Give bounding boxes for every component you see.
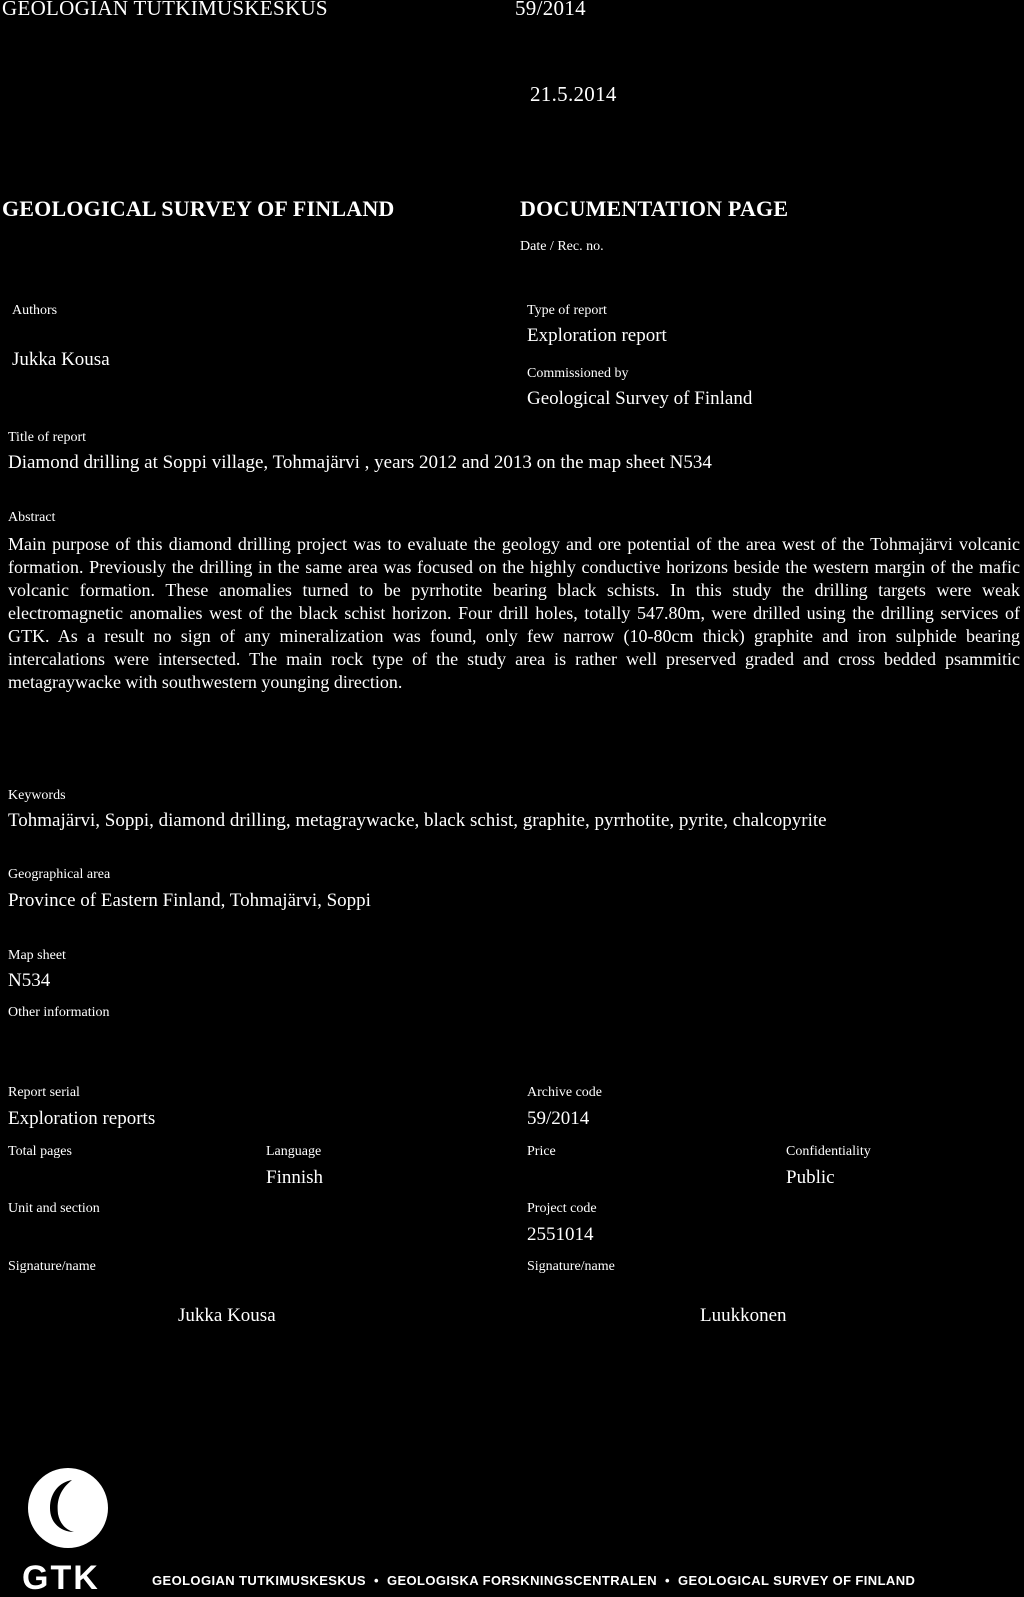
header-report-number: 59/2014 (515, 0, 586, 20)
other-info-label: Other information (8, 1005, 110, 1020)
footer-name-fi: GEOLOGIAN TUTKIMUSKESKUS (152, 1573, 366, 1588)
report-type-label: Type of report (527, 303, 607, 318)
footer-name-sv: GEOLOGISKA FORSKNINGSCENTRALEN (386, 1573, 658, 1588)
unit-section-label: Unit and section (8, 1201, 100, 1216)
footer-separator: • (665, 1573, 670, 1588)
signature-left-label: Signature/name (8, 1259, 96, 1274)
project-code-value: 2551014 (527, 1224, 594, 1245)
authors-label: Authors (12, 303, 58, 318)
abstract-label: Abstract (8, 510, 56, 525)
footer-name-en: GEOLOGICAL SURVEY OF FINLAND (678, 1573, 916, 1588)
confidentiality-value: Public (786, 1167, 835, 1188)
language-label: Language (266, 1144, 322, 1159)
report-serial-label: Report serial (8, 1085, 80, 1100)
footer-separator: • (374, 1573, 379, 1588)
gtk-logo-text: GTK (22, 1559, 100, 1597)
project-code-label: Project code (527, 1201, 597, 1216)
signature-right-label: Signature/name (527, 1259, 615, 1274)
header-org-fi: GEOLOGIAN TUTKIMUSKESKUS (2, 0, 328, 20)
archive-code-value: 59/2014 (527, 1108, 590, 1129)
geo-area-value: Province of Eastern Finland, Tohmajärvi, Soppi (8, 890, 371, 911)
report-serial-value: Exploration reports (8, 1108, 156, 1129)
confidentiality-label: Confidentiality (786, 1144, 871, 1159)
map-sheet-label: Map sheet (8, 948, 66, 963)
org-title-en: GEOLOGICAL SURVEY OF FINLAND (2, 196, 395, 221)
archive-code-label: Archive code (527, 1085, 603, 1100)
authors-value: Jukka Kousa (12, 349, 110, 370)
language-value: Finnish (266, 1167, 324, 1188)
gtk-logo-icon (20, 1458, 116, 1554)
signature-right-name: Luukkonen (700, 1305, 787, 1326)
report-title-value: Diamond drilling at Soppi village, Tohmajärvi , years 2012 and 2013 on the map sheet N534 (8, 452, 712, 473)
geo-area-label: Geographical area (8, 867, 111, 882)
commissioned-label: Commissioned by (527, 366, 629, 381)
price-label: Price (527, 1144, 556, 1159)
signature-left-name: Jukka Kousa (178, 1305, 276, 1326)
doc-type-title: DOCUMENTATION PAGE (520, 196, 789, 221)
total-pages-label: Total pages (8, 1144, 72, 1159)
abstract-text: Main purpose of this diamond drilling project was to evaluate the geology and ore potential of the area west of the Tohmajärvi volcanic formation. Previously the drilling in the same area was focused on the highly conductive horizons beside the western margin of the mafic volcanic formation. These anomalies turned to be pyrrhotite bearing black schists. In this study the drilling targets were weak electromagnetic anomalies west of the black schist horizon. Four drill holes, totally 547.80m, were drilled using the drilling services of GTK. As a result no sign of any mineralization was found, only few narrow (10-80cm thick) graphite and iron sulphide bearing intercalations were intersected. The main rock type of the study area is rather well preserved graded and cross bedded psammitic metagraywacke with southwestern younging direction. (8, 534, 1020, 692)
header-date: 21.5.2014 (530, 82, 617, 106)
date-rec-label: Date / Rec. no. (520, 239, 604, 254)
report-title-label: Title of report (8, 430, 87, 445)
report-type-value: Exploration report (527, 325, 667, 346)
footer-org-names (152, 1573, 915, 1588)
keywords-label: Keywords (8, 788, 66, 803)
map-sheet-value: N534 (8, 970, 51, 991)
commissioned-value: Geological Survey of Finland (527, 388, 753, 409)
keywords-value: Tohmajärvi, Soppi, diamond drilling, metagraywacke, black schist, graphite, pyrrhotite, pyrite, chalcopyrite (8, 810, 827, 831)
